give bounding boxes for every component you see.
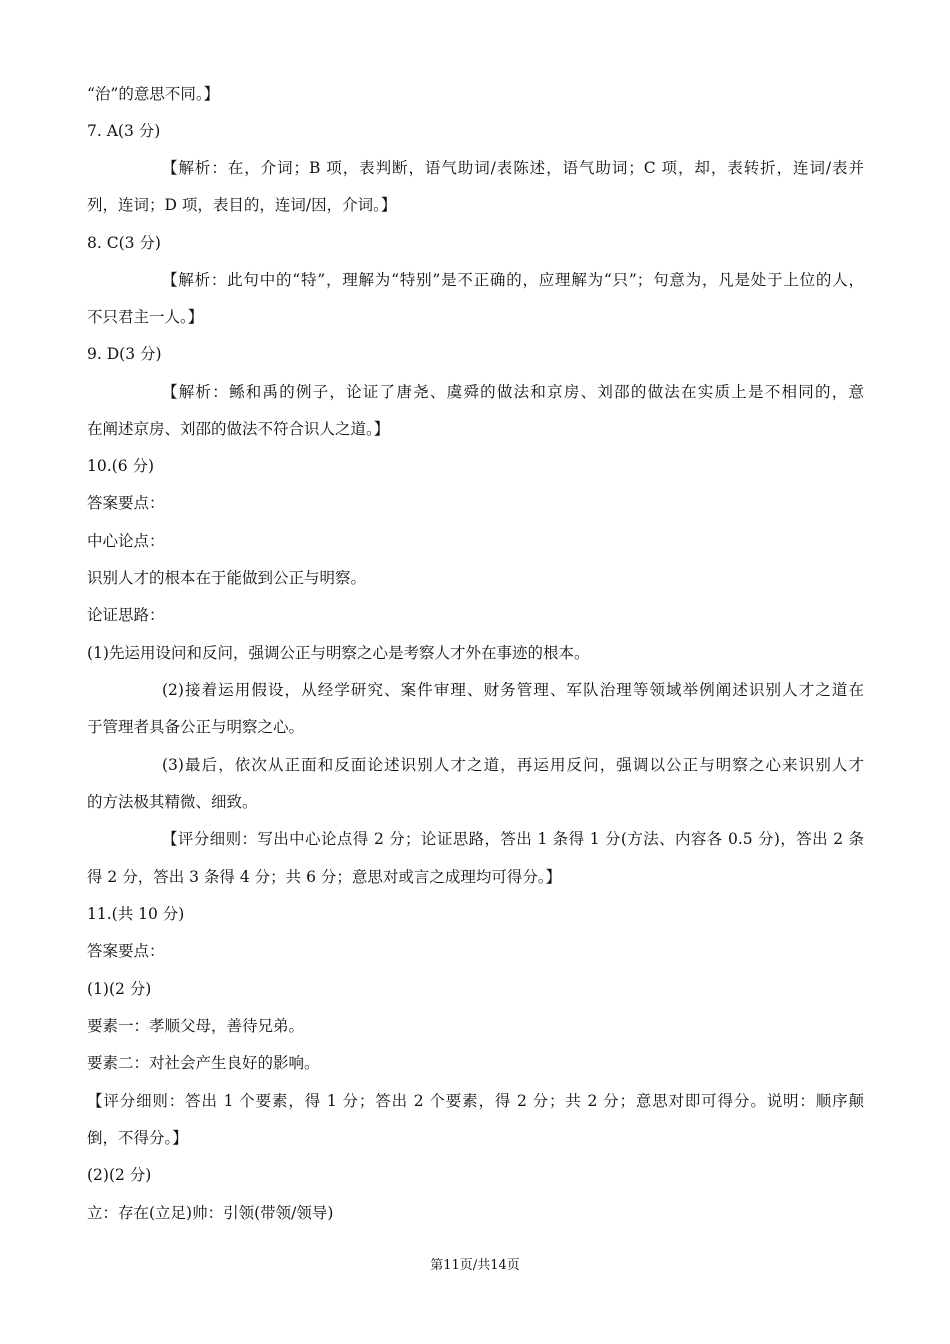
text-line: 倒，不得分。】 [87, 1129, 188, 1147]
question-heading: 8. C(3 分) [87, 234, 161, 252]
text-line: 于管理者具备公正与明察之心。 [87, 718, 305, 736]
text-line: 识别人才的根本在于能做到公正与明察。 [87, 569, 367, 587]
text-line: 立：存在(立足)帅：引领(带领/领导) [87, 1204, 334, 1222]
text-line: 列，连词；D 项，表目的，连词/因，介词。】 [87, 196, 397, 214]
question-heading: 10.(6 分) [87, 457, 155, 475]
text-line: 不只君主一人。】 [87, 308, 204, 326]
text-line: 答案要点： [87, 942, 165, 960]
text-line: 【评分细则：答出 1 个要素，得 1 分；答出 2 个要素，得 2 分；共 2 分；意思对即可得分。说明：顺序颠 [87, 1092, 864, 1110]
text-line: (2)(2 分) [87, 1166, 152, 1184]
text-line: (1)先运用设问和反问，强调公正与明察之心是考察人才外在事迹的根本。 [87, 644, 590, 662]
text-line: 中心论点： [87, 532, 165, 550]
question-heading: 7. A(3 分) [87, 122, 161, 140]
text-line: 得 2 分，答出 3 条得 4 分；共 6 分；意思对或言之成理均可得分。】 [87, 868, 562, 886]
text-line: 答案要点： [87, 494, 165, 512]
question-heading: 11.(共 10 分) [87, 905, 185, 923]
question-heading: 9. D(3 分) [87, 345, 162, 363]
text-line: (1)(2 分) [87, 980, 152, 998]
page-footer: 第11页/共14页 [430, 1258, 520, 1273]
text-line: 在阐述京房、刘邵的做法不符合识人之道。】 [87, 420, 390, 438]
text-line: 要素二：对社会产生良好的影响。 [87, 1054, 320, 1072]
text-line: 【解析：鲧和禹的例子，论证了唐尧、虞舜的做法和京房、刘邵的做法在实质上是不相同的，意 [162, 383, 864, 401]
text-line: “治”的意思不同。】 [87, 85, 220, 103]
text-line: 的方法极其精微、细致。 [87, 793, 258, 811]
text-line: 【解析：在，介词；B 项，表判断，语气助词/表陈述，语气助词；C 项，却，表转折，连词/表并 [162, 159, 864, 177]
text-line: 【评分细则：写出中心论点得 2 分；论证思路，答出 1 条得 1 分(方法、内容各 0.5 分)，答出 2 条 [162, 830, 864, 848]
text-line: 【解析：此句中的“特”，理解为“特别”是不正确的，应理解为“只”；句意为，凡是处于上位的人， [162, 271, 864, 289]
text-line: 论证思路： [87, 606, 165, 624]
text-line: (2)接着运用假设，从经学研究、案件审理、财务管理、军队治理等领域举例阐述识别人才之道在 [162, 681, 864, 699]
text-line: 要素一：孝顺父母，善待兄弟。 [87, 1017, 305, 1035]
text-line: (3)最后，依次从正面和反面论述识别人才之道，再运用反问，强调以公正与明察之心来识别人才 [162, 756, 864, 774]
